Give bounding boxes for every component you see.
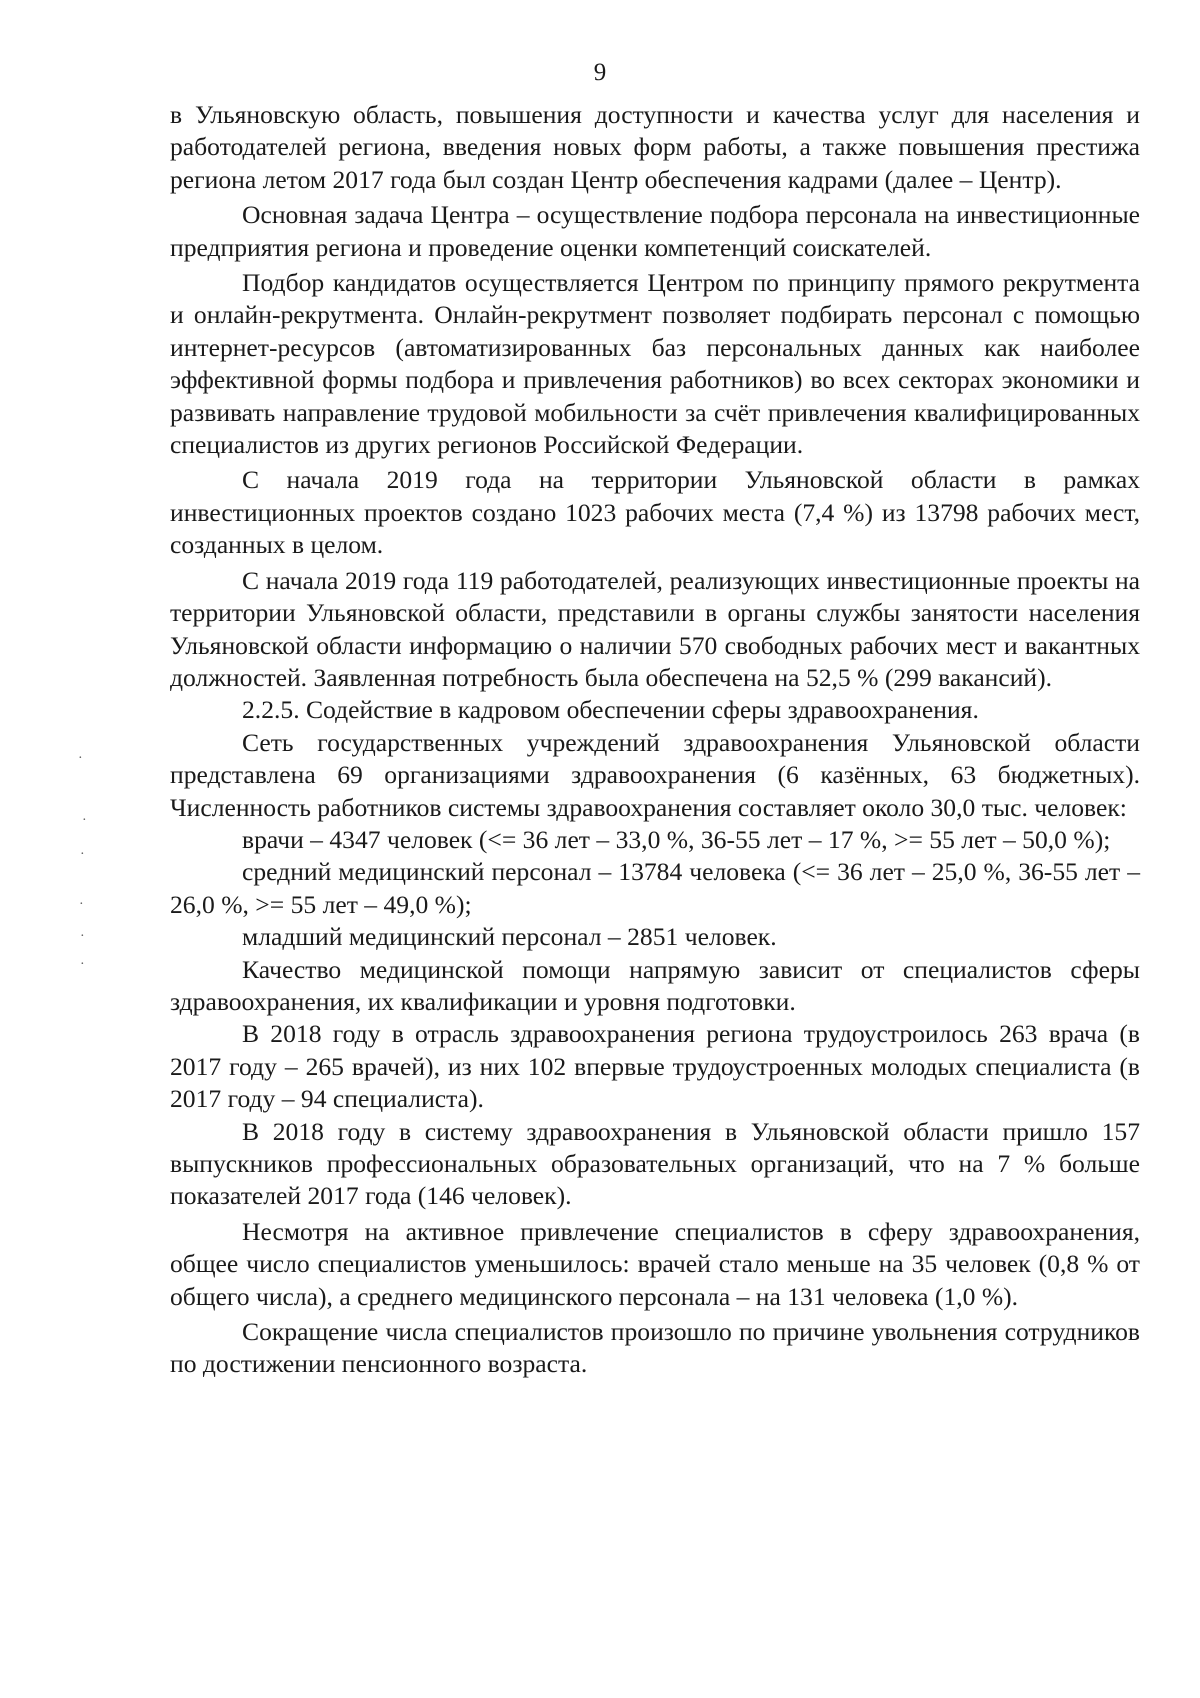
scan-artifact: · — [80, 929, 85, 944]
page-number: 9 — [593, 59, 607, 86]
section-heading-2-2-5: 2.2.5. Содействие в кадровом обеспечении сферы здравоохранения. — [242, 695, 979, 725]
paragraph-2018-hiring: В 2018 году в отрасль здравоохранения региона трудоустроилось 263 врача (в 2017 году – 265 врачей), из них 102 впервые трудоустроенных молодых специалиста (в 2017 году – 94 специалиста). — [170, 1019, 1140, 1114]
list-item-doctors: врачи – 4347 человек (<= 36 лет – 33,0 %, 36-55 лет – 17 %, >= 55 лет – 50,0 %); — [242, 824, 1111, 854]
paragraph-retirement-reason: Сокращение числа специалистов произошло по причине увольнения сотрудников по достижении пенсионного возраста. — [170, 1317, 1140, 1379]
scan-artifact: · — [80, 957, 85, 972]
paragraph-employers-vacancies: С начала 2019 года 119 работодателей, реализующих инвестиционные проекты на территории Ульяновской области, представили в органы службы занятости населения Ульяновской области информацию о наличии 570 свободных рабочих мест и вакантных должностей. Заявленная потребность была обеспечена на 52,5 % (299 вакансий). — [170, 565, 1140, 692]
document-body — [170, 99, 1140, 1381]
list-item-nursing-staff: средний медицинский персонал – 13784 человека (<= 36 лет – 25,0 %, 36-55 лет – 26,0 %, >= 55 лет – 49,0 %); — [170, 857, 1140, 919]
paragraph-staff-decrease: Несмотря на активное привлечение специалистов в сферу здравоохранения, общее число специалистов уменьшилось: врачей стало меньше на 35 человек (0,8 % от общего числа), а среднего медицинского персонала – на 131 человека (1,0 %). — [170, 1216, 1140, 1311]
scan-artifact: · — [79, 897, 84, 912]
scan-artifact: · — [78, 751, 83, 766]
paragraph-graduates: В 2018 году в систему здравоохранения в Ульяновской области пришло 157 выпускников профессиональных образовательных организаций, что на 7 % больше показателей 2017 года (146 человек). — [170, 1116, 1140, 1211]
paragraph-investment-jobs: С начала 2019 года на территории Ульяновской области в рамках инвестиционных проектов создано 1023 рабочих места (7,4 %) из 13798 рабочих мест, созданных в целом. — [170, 465, 1140, 560]
scan-artifact: · — [82, 813, 87, 828]
paragraph-center-task: Основная задача Центра – осуществление подбора персонала на инвестиционные предприятия региона и проведение оценки компетенций соискателей. — [170, 200, 1140, 262]
paragraph-healthcare-network: Сеть государственных учреждений здравоохранения Ульяновской области представлена 69 организациями здравоохранения (6 казённых, 63 бюджетных). Численность работников системы здравоохранения составляет около 30,0 тыс. человек: — [170, 727, 1140, 822]
list-item-junior-staff: младший медицинский персонал – 2851 человек. — [242, 922, 777, 952]
paragraph-intro-continuation: в Ульяновскую область, повышения доступности и качества услуг для населения и работодателей региона, введения новых форм работы, а также повышения престижа региона летом 2017 года был создан Центр обеспечения кадрами (далее – Центр). — [170, 100, 1140, 194]
paragraph-care-quality: Качество медицинской помощи напрямую зависит от специалистов сферы здравоохранения, их квалификации и уровня подготовки. — [170, 954, 1140, 1016]
scan-artifact: · — [80, 847, 85, 862]
paragraph-recruitment: Подбор кандидатов осуществляется Центром по принципу прямого рекрутмента и онлайн-рекрутмента. Онлайн-рекрутмент позволяет подбирать персонал с помощью интернет-ресурсов (автоматизированных баз персональных данных как наиболее эффективной формы подбора и привлечения работников) во всех секторах экономики и развивать направление трудовой мобильности за счёт привлечения квалифицированных специалистов из других регионов Российской Федерации. — [170, 268, 1140, 460]
